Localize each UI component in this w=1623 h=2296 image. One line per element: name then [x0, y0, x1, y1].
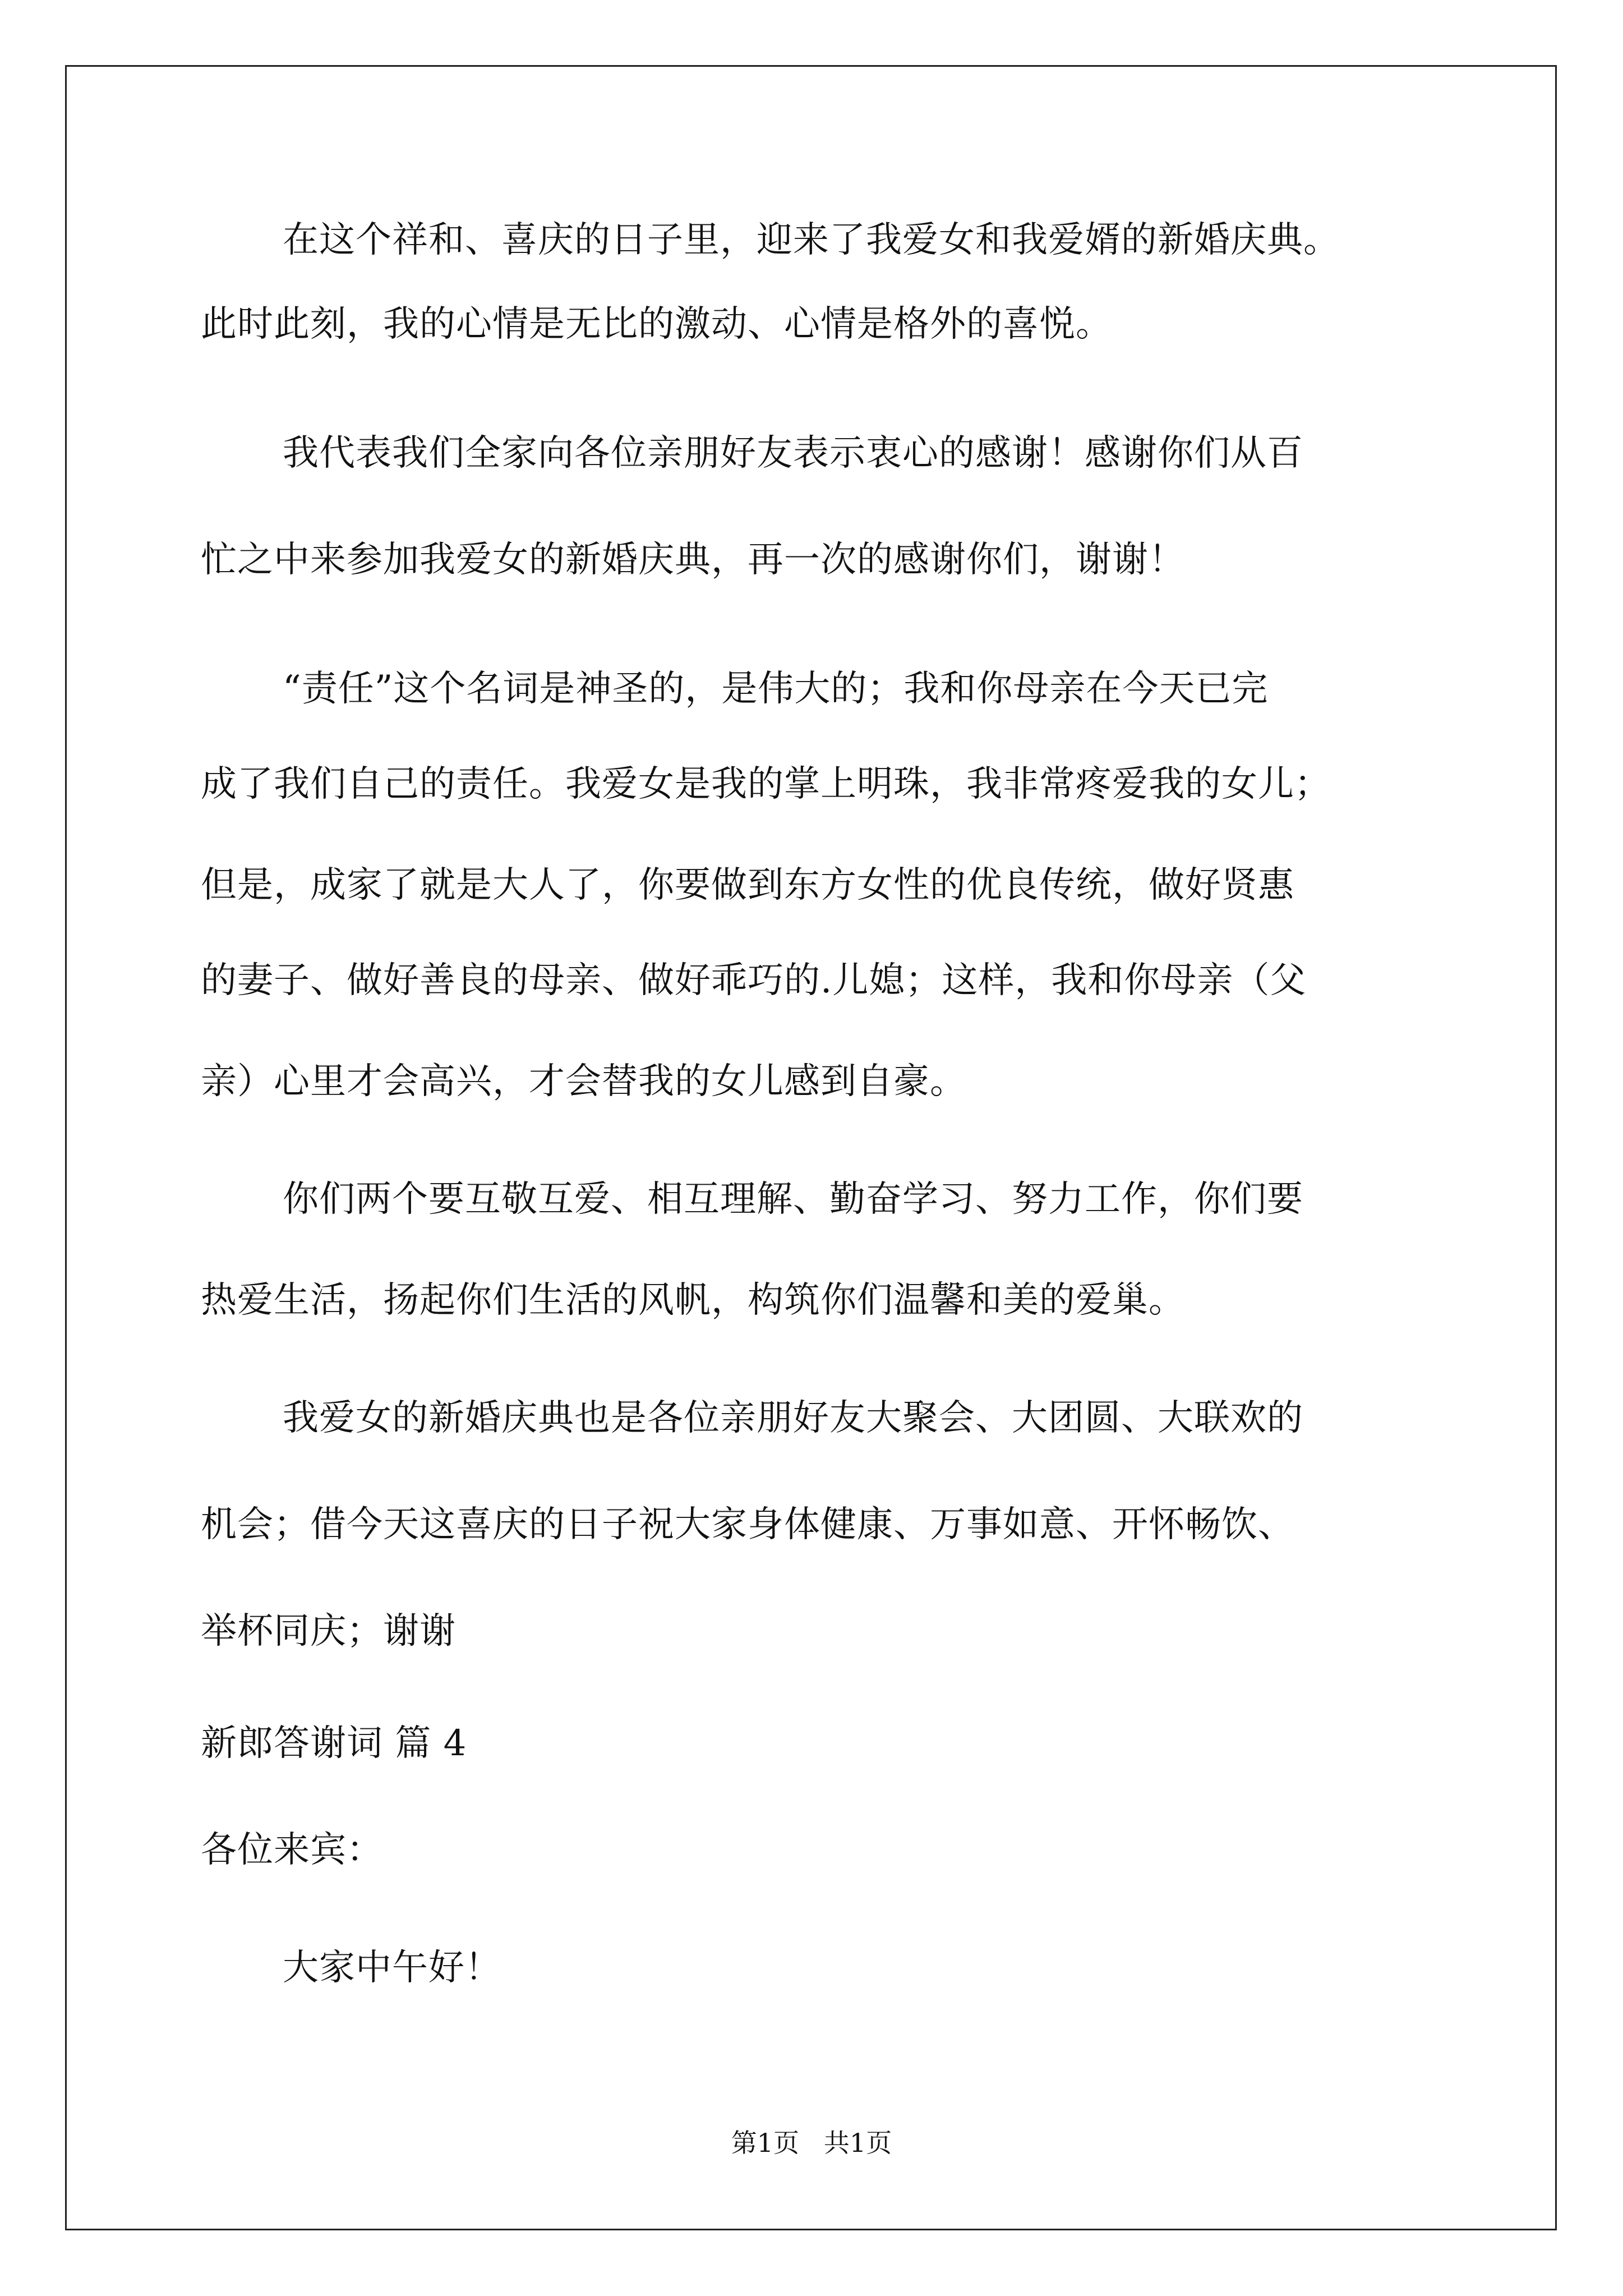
- paragraph-line: 机会；借今天这喜庆的日子祝大家身体健康、万事如意、开怀畅饮、: [201, 1504, 1294, 1545]
- salutation: 各位来宾：: [201, 1829, 383, 1871]
- paragraph-line: 热爱生活，扬起你们生活的风帆，构筑你们温馨和美的爱巢。: [201, 1280, 1185, 1321]
- greeting: 大家中午好！: [283, 1947, 501, 1989]
- paragraph-line: “责任”这个名词是神圣的，是伟大的；我和你母亲在今天已完: [283, 668, 1269, 710]
- page-footer: 第1页 共1页: [731, 2128, 892, 2158]
- paragraph-line: 我爱女的新婚庆典也是各位亲朋好友大聚会、大团圆、大联欢的: [283, 1397, 1303, 1439]
- paragraph-line: 我代表我们全家向各位亲朋好友表示衷心的感谢！感谢你们从百: [283, 432, 1303, 474]
- paragraph-line: 忙之中来参加我爱女的新婚庆典，再一次的感谢你们，谢谢！: [201, 539, 1185, 581]
- paragraph-line: 你们两个要互敬互爱、相互理解、勤奋学习、努力工作，你们要: [283, 1179, 1303, 1220]
- paragraph-line: 但是，成家了就是大人了，你要做到东方女性的优良传统，做好贤惠: [201, 864, 1294, 906]
- paragraph-line: 此时此刻，我的心情是无比的激动、心情是格外的喜悦。: [201, 303, 1112, 345]
- paragraph-line: 在这个祥和、喜庆的日子里，迎来了我爱女和我爱婿的新婚庆典。: [283, 219, 1340, 261]
- paragraph-line: 的妻子、做好善良的母亲、做好乖巧的.儿媳；这样，我和你母亲（父: [201, 960, 1307, 1001]
- paragraph-line: 成了我们自己的责任。我爱女是我的掌上明珠，我非常疼爱我的女儿；: [201, 763, 1331, 805]
- paragraph-line: 举杯同庆；谢谢: [201, 1611, 456, 1652]
- paragraph-line: 亲）心里才会高兴，才会替我的女儿感到自豪。: [201, 1061, 966, 1102]
- page-border: [65, 65, 1557, 2230]
- section-heading: 新郎答谢词 篇 4: [201, 1723, 467, 1764]
